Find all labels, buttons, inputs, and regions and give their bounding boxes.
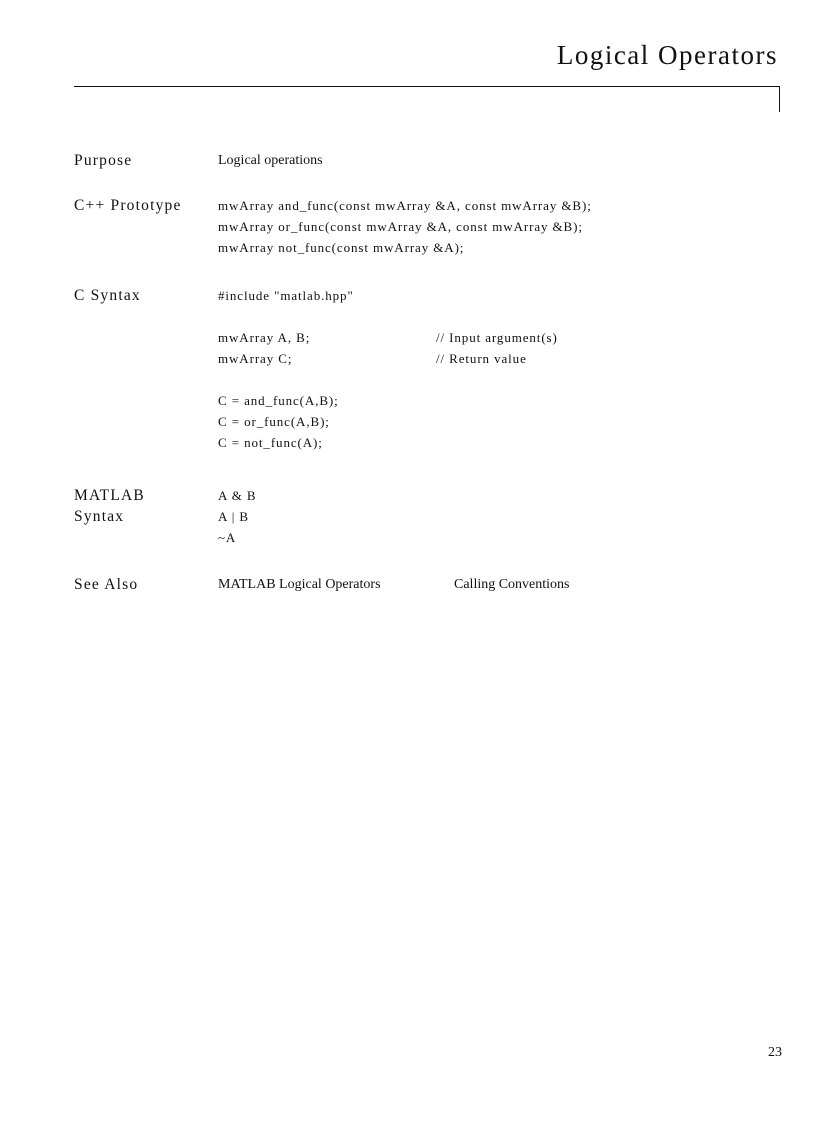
declaration-row [218, 327, 558, 348]
matlab-syntax-line: A | B [218, 509, 249, 524]
see-also-link-matlab-logical-operators[interactable]: MATLAB Logical Operators [218, 577, 381, 592]
cpp-prototype-line: mwArray and_func(const mwArray &A, const mwArray &B); [218, 198, 592, 213]
c-syntax-label: C Syntax [74, 287, 141, 304]
purpose-label: Purpose [74, 152, 133, 169]
cpp-prototype-line: mwArray not_func(const mwArray &A); [218, 240, 465, 255]
declaration-code: mwArray A, B; [218, 330, 311, 345]
matlab-syntax-line: A & B [218, 488, 257, 503]
cpp-prototype-label: C++ Prototype [74, 197, 182, 214]
page-title: Logical Operators [556, 40, 778, 70]
matlab-syntax-line: ~A [218, 530, 237, 545]
purpose-text: Logical operations [218, 153, 323, 168]
header-rule-tick [779, 86, 780, 112]
declaration-comment: // Input argument(s) [436, 330, 558, 345]
call-line: C = and_func(A,B); [218, 393, 339, 408]
page-number: 23 [768, 1045, 782, 1060]
declaration-row [218, 348, 527, 369]
header-rule [74, 86, 780, 87]
cpp-prototype-line: mwArray or_func(const mwArray &A, const mwArray &B); [218, 219, 583, 234]
see-also-link-calling-conventions[interactable]: Calling Conventions [454, 577, 570, 592]
include-line: #include "matlab.hpp" [218, 288, 354, 303]
call-line: C = or_func(A,B); [218, 414, 330, 429]
call-line: C = not_func(A); [218, 435, 323, 450]
see-also-label: See Also [74, 576, 139, 593]
matlab-syntax-label: MATLAB Syntax [74, 487, 145, 525]
declaration-code: mwArray C; [218, 351, 293, 366]
declaration-comment: // Return value [436, 351, 527, 366]
